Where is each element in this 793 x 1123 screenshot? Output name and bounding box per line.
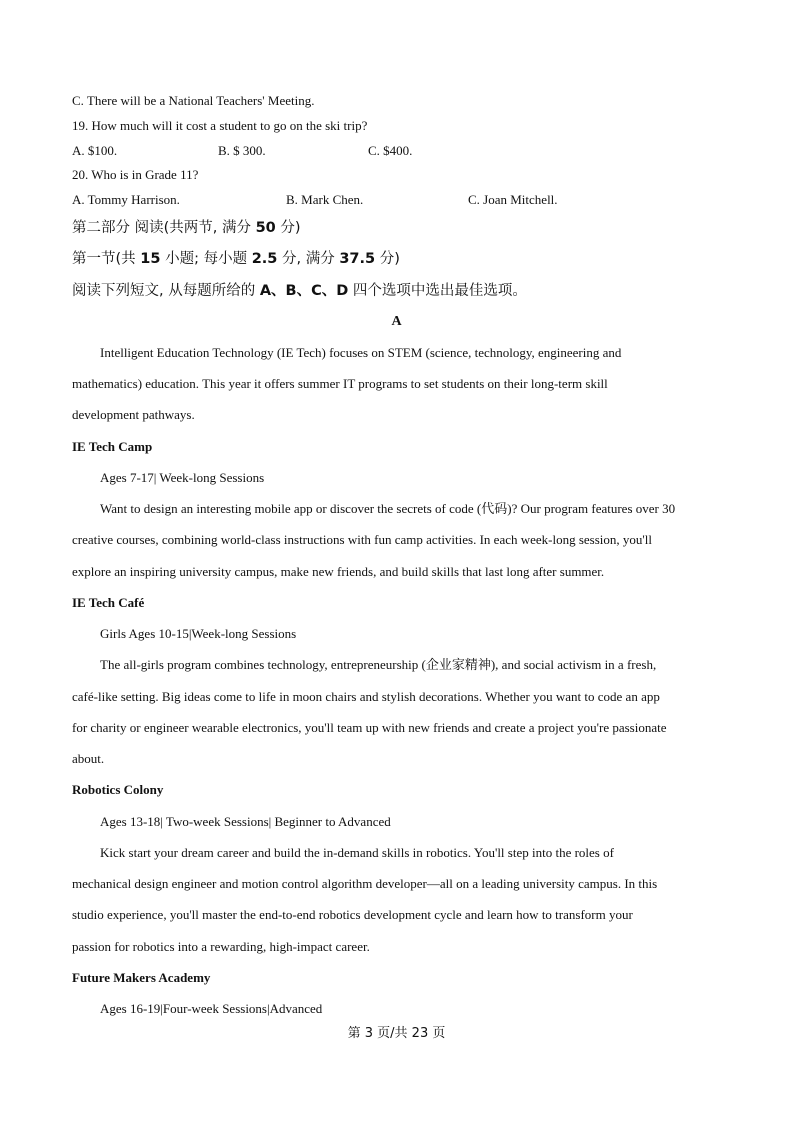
cafe-line: The all-girls program combines technology, entrepreneurship (企业家精神), and social activism in a fresh, (100, 657, 657, 672)
robotics-line: studio experience, you'll master the end-to-end robotics development cycle and learn how to transform your (72, 907, 633, 922)
program-title-camp: IE Tech Camp (72, 439, 153, 454)
program-meta-cafe: Girls Ages 10-15|Week-long Sessions (100, 626, 297, 641)
cafe-line: for charity or engineer wearable electronics, you'll team up with new friends and create a project you're passionate (72, 720, 667, 735)
section1-heading: 第一节(共 15 小题; 每小题 2.5 分, 满分 37.5 分) (72, 251, 400, 267)
robotics-line: mechanical design engineer and motion control algorithm developer—all on a leading university campus. In this (72, 876, 658, 891)
camp-line: Want to design an interesting mobile app or discover the secrets of code (代码)? Our program features over 30 (100, 501, 676, 516)
q20-question: 20. Who is in Grade 11? (72, 167, 199, 182)
program-title-robotics: Robotics Colony (72, 782, 164, 797)
cafe-line: about. (72, 751, 105, 766)
camp-line: creative courses, combining world-class instructions with fun camp activities. In each week-long session, you'll (72, 532, 652, 547)
q20-option-a: A. Tommy Harrison. (72, 192, 180, 207)
robotics-line: Kick start your dream career and build the in-demand skills in robotics. You'll step into the roles of (100, 845, 614, 860)
program-title-cafe: IE Tech Café (72, 595, 145, 610)
reading-instruction: 阅读下列短文, 从每题所给的 A、B、C、D 四个选项中选出最佳选项。 (72, 283, 527, 299)
part2-heading: 第二部分 阅读(共两节, 满分 50 分) (72, 220, 301, 236)
page-number: 第 3 页/共 23 页 (347, 1026, 446, 1041)
robotics-line: passion for robotics into a rewarding, high-impact career. (72, 939, 370, 954)
q20-option-b: B. Mark Chen. (286, 192, 364, 207)
q19-question: 19. How much will it cost a student to go on the ski trip? (72, 118, 368, 133)
camp-line: explore an inspiring university campus, make new friends, and build skills that last long after summer. (72, 564, 605, 579)
program-title-academy: Future Makers Academy (72, 970, 211, 985)
q19-option-a: A. $100. (72, 143, 118, 158)
intro-line: development pathways. (72, 407, 195, 422)
program-meta-academy: Ages 16-19|Four-week Sessions|Advanced (100, 1001, 323, 1016)
q19-option-b: B. $ 300. (218, 143, 266, 158)
program-meta-robotics: Ages 13-18| Two-week Sessions| Beginner to Advanced (100, 814, 391, 829)
program-meta-camp: Ages 7-17| Week-long Sessions (100, 470, 265, 485)
q19-option-c: C. $400. (368, 143, 413, 158)
passage-label: A (391, 314, 402, 329)
q18-option-c: C. There will be a National Teachers' Meeting. (72, 93, 315, 108)
q20-option-c: C. Joan Mitchell. (468, 192, 558, 207)
cafe-line: café-like setting. Big ideas come to life in moon chairs and stylish decorations. Whether you want to code an app (72, 689, 660, 704)
intro-line: Intelligent Education Technology (IE Tech) focuses on STEM (science, technology, engineering and (100, 345, 622, 360)
intro-line: mathematics) education. This year it offers summer IT programs to set students on their long-term skill (72, 376, 608, 391)
